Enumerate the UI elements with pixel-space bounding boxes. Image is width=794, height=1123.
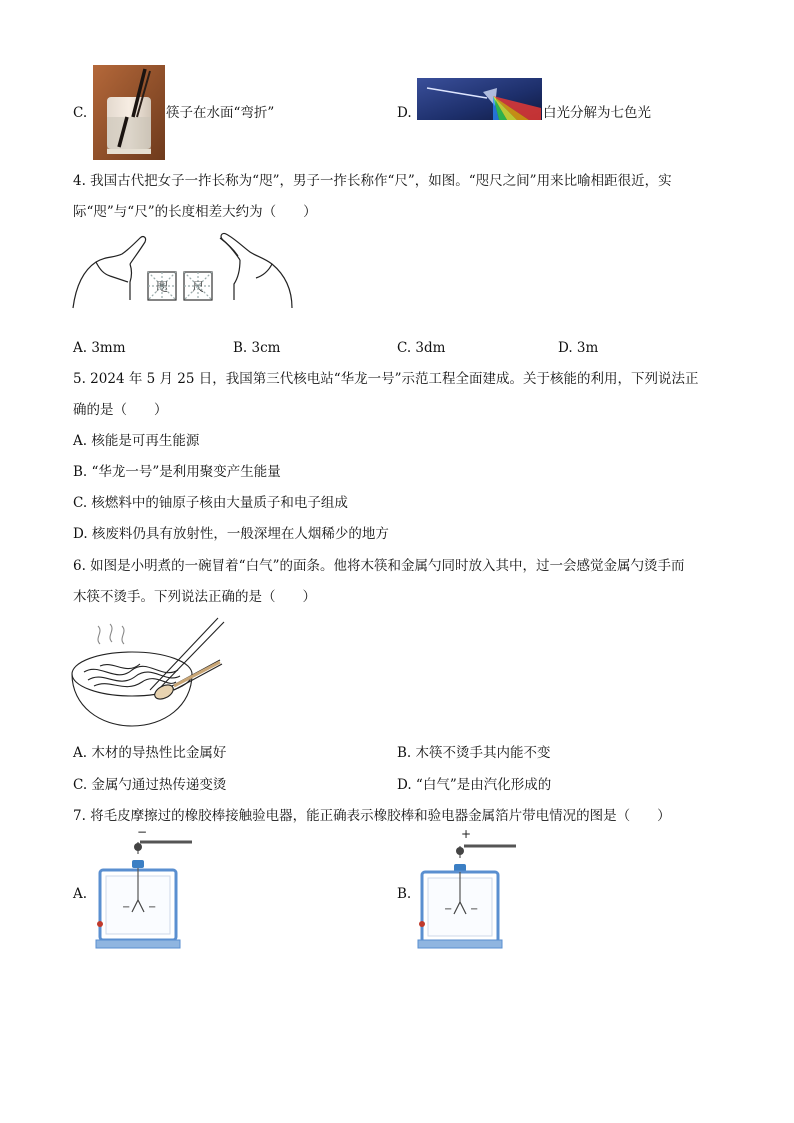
svg-text:−: − <box>148 902 157 913</box>
rod-sign-b: + <box>460 828 472 841</box>
q5-option-a[interactable]: A. 核能是可再生能源 <box>73 433 200 449</box>
option-d-letter: D. <box>397 105 412 121</box>
q5-option-b[interactable]: B. “华龙一号”是利用聚变产生能量 <box>73 464 281 480</box>
q4-option-d[interactable]: D. 3m <box>558 340 599 356</box>
char-chi: 尺 <box>191 280 205 294</box>
q5-stem-line2: 确的是（ ） <box>73 402 168 418</box>
rod-sign-a: − <box>136 828 148 839</box>
char-zhi: 咫 <box>155 280 169 294</box>
hands-measuring-figure <box>70 230 300 312</box>
q6-option-c[interactable]: C. 金属勺通过热传递变烫 <box>73 777 227 793</box>
q6-option-d[interactable]: D. “白气”是由汽化形成的 <box>397 777 552 793</box>
q7-option-b-letter[interactable]: B. <box>397 886 412 902</box>
electroscope-a-figure <box>92 828 197 952</box>
prism-dispersion-photo <box>417 78 542 120</box>
q4-option-c[interactable]: C. 3dm <box>397 340 446 356</box>
chopsticks-in-water-photo <box>93 65 165 160</box>
q4-stem-line1: 4. 我国古代把女子一拃长称为“咫”，男子一拃长称作“尺”，如图。“咫尺之间”用来比喻相距很近，实 <box>73 173 672 189</box>
q5-stem-line1: 5. 2024 年 5 月 25 日，我国第三代核电站“华龙一号”示范工程全面建成。关于核能的利用，下列说法正 <box>73 371 699 387</box>
option-d-text: 白光分解为七色光 <box>543 105 651 121</box>
q4-stem-line2: 际“咫”与“尺”的长度相差大约为（ ） <box>73 204 317 220</box>
q7-stem-line1: 7. 将毛皮摩擦过的橡胶棒接触验电器，能正确表示橡胶棒和验电器金属箔片带电情况的图是（ ） <box>73 808 671 824</box>
q4-option-a[interactable]: A. 3mm <box>73 340 126 356</box>
option-c-letter: C. <box>73 105 88 121</box>
q6-option-a[interactable]: A. 木材的导热性比金属好 <box>73 745 227 761</box>
q6-stem-line2: 木筷不烫手。下列说法正确的是（ ） <box>73 589 316 605</box>
q6-option-b[interactable]: B. 木筷不烫手其内能不变 <box>397 745 551 761</box>
option-c-text: 筷子在水面“弯折” <box>166 105 275 121</box>
noodle-bowl-figure <box>70 614 230 732</box>
svg-text:−: − <box>470 904 479 915</box>
svg-text:−: − <box>122 902 131 913</box>
q6-stem-line1: 6. 如图是小明煮的一碗冒着“白气”的面条。他将木筷和金属勺同时放入其中，过一会感觉金属勺烫手而 <box>73 558 685 574</box>
q7-option-a-letter[interactable]: A. <box>73 886 88 902</box>
svg-text:−: − <box>444 904 453 915</box>
q5-option-d[interactable]: D. 核废料仍具有放射性，一般深埋在人烟稀少的地方 <box>73 526 389 542</box>
q4-option-b[interactable]: B. 3cm <box>233 340 281 356</box>
electroscope-b-figure <box>416 828 521 952</box>
q5-option-c[interactable]: C. 核燃料中的铀原子核由大量质子和电子组成 <box>73 495 348 511</box>
